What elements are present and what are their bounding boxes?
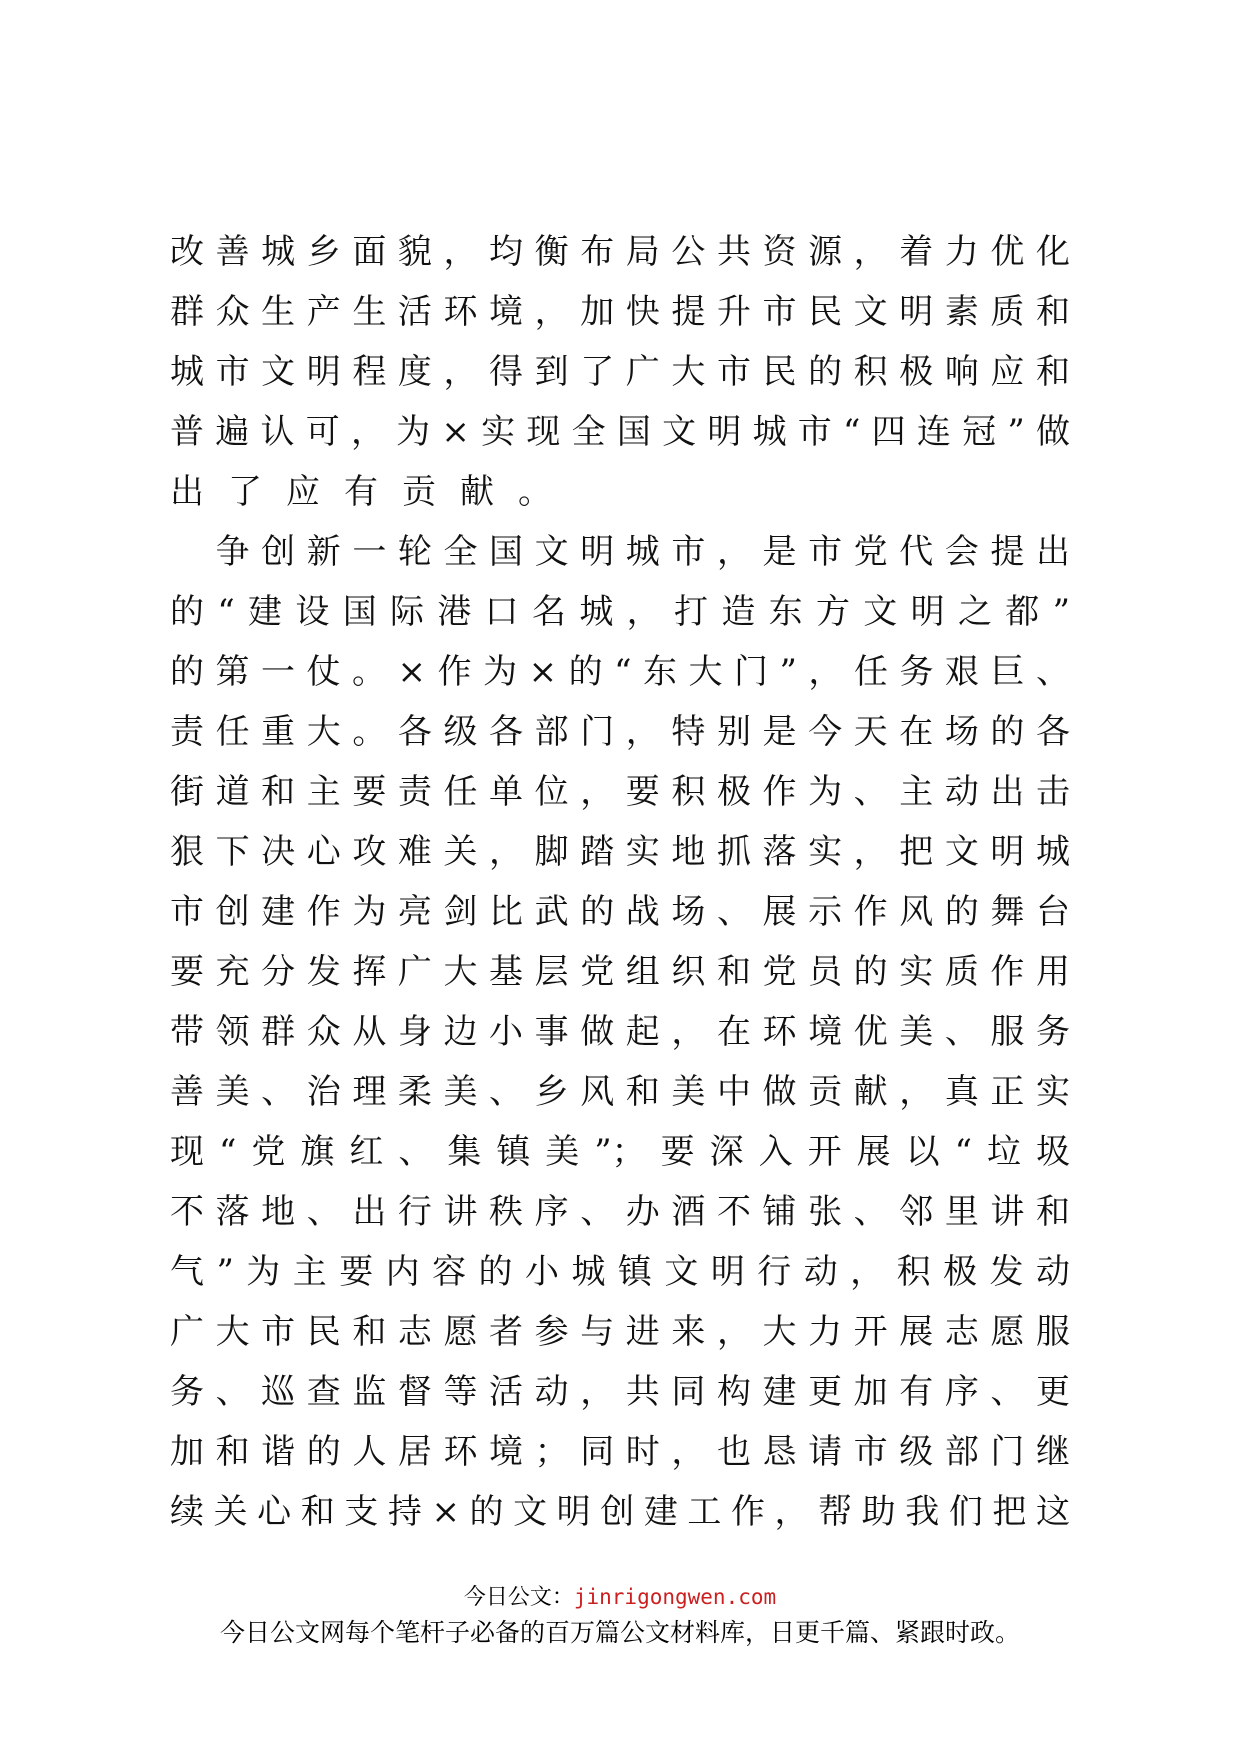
text-line: 争创新一轮全国文明城市，是市党代会提出 — [170, 532, 1070, 572]
text-line: 群众生产生活环境，加快提升市民文明素质和 — [170, 292, 1070, 332]
footer-site-link[interactable]: jinrigongwen.com — [573, 1585, 777, 1609]
text-line: 狠下决心攻难关，脚踏实地抓落实，把文明城 — [170, 832, 1070, 872]
text-line: 带领群众从身边小事做起，在环境优美、服务 — [170, 1012, 1070, 1052]
text-line: 善美、治理柔美、乡风和美中做贡献，真正实 — [170, 1072, 1070, 1112]
text-line: 出了应有贡献。 — [170, 472, 576, 512]
footer-site-label: 今日公文： — [463, 1585, 574, 1610]
text-line: 务、巡查监督等活动，共同构建更加有序、更 — [170, 1372, 1070, 1412]
text-line: 城市文明程度，得到了广大市民的积极响应和 — [170, 352, 1070, 392]
text-line: 加和谐的人居环境；同时，也恳请市级部门继 — [170, 1432, 1070, 1472]
text-line: 要充分发挥广大基层党组织和党员的实质作用 — [170, 952, 1070, 992]
footer-site — [0, 1582, 1240, 1613]
text-line: 广大市民和志愿者参与进来，大力开展志愿服 — [170, 1312, 1070, 1352]
text-line: 续关心和支持×的文明创建工作，帮助我们把这 — [170, 1492, 1070, 1532]
text-line: 改善城乡面貌，均衡布局公共资源，着力优化 — [170, 232, 1070, 272]
text-line: 责任重大。各级各部门，特别是今天在场的各 — [170, 712, 1070, 752]
footer-slogan: 今日公文网每个笔杆子必备的百万篇公文材料库，日更千篇、紧跟时政。 — [219, 1618, 1020, 1647]
text-line: 普遍认可，为×实现全国文明城市“四连冠”做 — [170, 412, 1070, 452]
text-line: 气”为主要内容的小城镇文明行动，积极发动 — [170, 1252, 1070, 1292]
text-line: 市创建作为亮剑比武的战场、展示作风的舞台 — [170, 892, 1070, 932]
text-line: 现“党旗红、集镇美”；要深入开展以“垃圾 — [170, 1132, 1070, 1172]
text-line: 的“建设国际港口名城，打造东方文明之都” — [170, 592, 1070, 632]
text-line: 街道和主要责任单位，要积极作为、主动出击 — [170, 772, 1070, 812]
text-line: 不落地、出行讲秩序、办酒不铺张、邻里讲和 — [170, 1192, 1070, 1232]
body-text — [170, 222, 1070, 1542]
text-line: 的第一仗。×作为×的“东大门”，任务艰巨、 — [170, 652, 1070, 692]
